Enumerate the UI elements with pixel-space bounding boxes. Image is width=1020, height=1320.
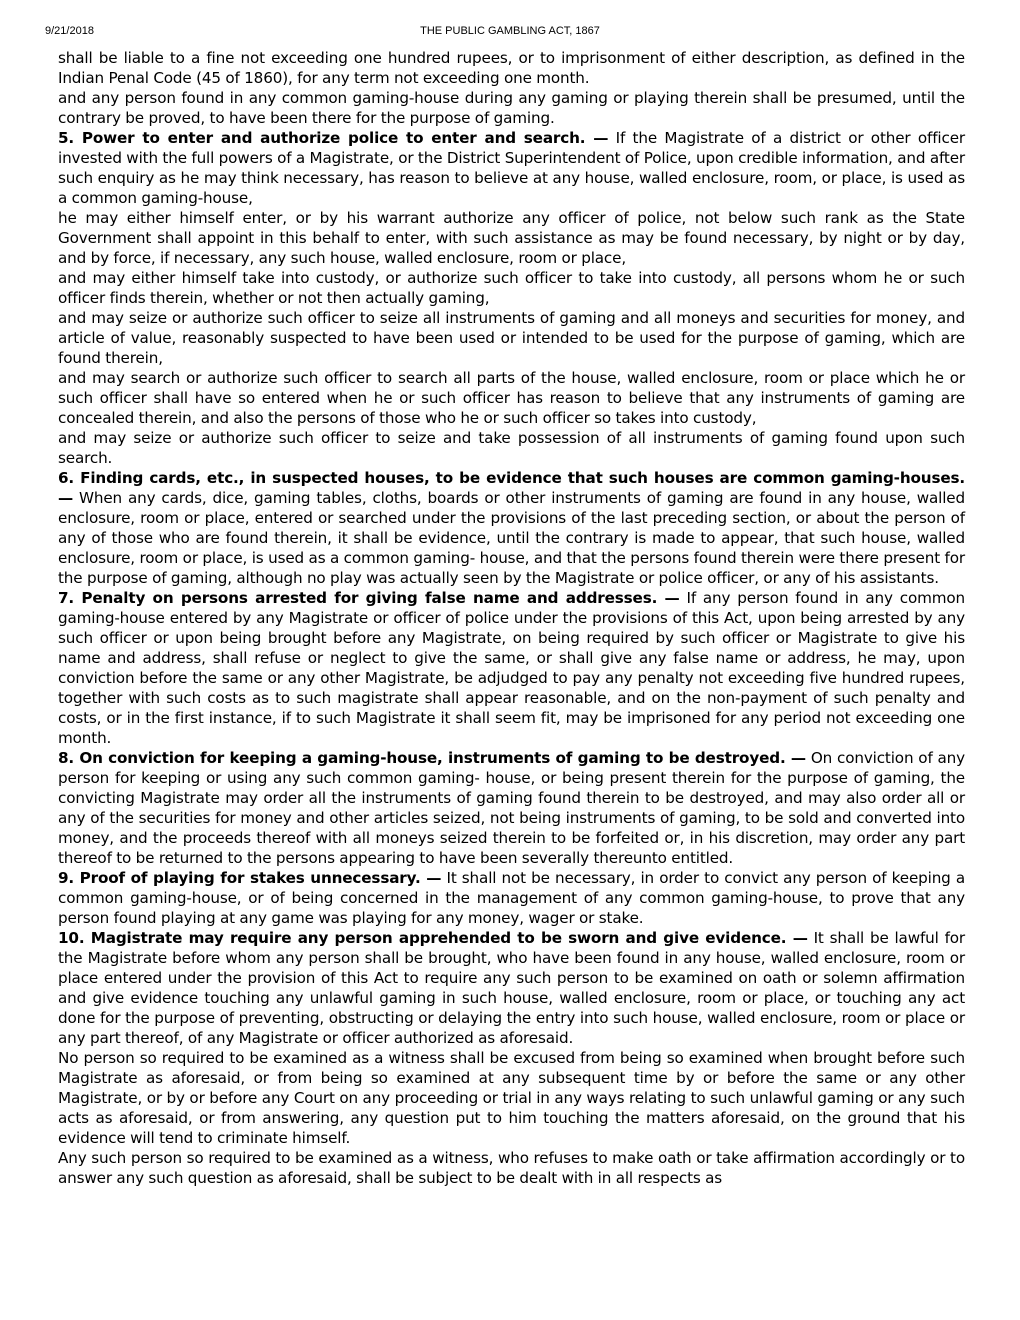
document-title: THE PUBLIC GAMBLING ACT, 1867 (420, 25, 600, 37)
section-9 (58, 868, 965, 928)
paragraph-text: he may either himself enter, or by his warrant authorize any officer of police, not below such rank as the State Government shall appoint in this behalf to enter, with such assistance as may be found necessary, by night or by day, and by force, if necessary, any such house, walled enclosure, room or place, (58, 209, 965, 267)
paragraph (58, 1048, 965, 1148)
section-7 (58, 588, 965, 748)
paragraph-text: If any person found in any common gaming-house entered by any Magistrate or officer of police under the provisions of this Act, upon being arrested by any such officer or upon being brought before any Magistrate, on being required by such officer or Magistrate to give his name and address, shall refuse or neglect to give the same, or shall give any false name or address, he may, upon conviction before the same or any other Magistrate, be adjudged to pay any penalty not exceeding five hundred rupees, together with such costs as to such magistrate shall appear reasonable, and on the non-payment of such penalty and costs, or in the first instance, if to such Magistrate it shall seem fit, may be imprisoned for any period not exceeding one month. (58, 589, 966, 747)
paragraph (58, 1148, 965, 1188)
paragraph (58, 428, 965, 468)
page-header (0, 25, 1020, 41)
section-heading: 5. Power to enter and authorize police to enter and search. — (58, 129, 609, 147)
paragraph (58, 48, 965, 88)
paragraph-text: On conviction of any person for keeping or using any such common gaming- house, or being present therein for the purpose of gaming, the convicting Magistrate may order all the instruments of gaming found therein to be destroyed, and may also order all or any of the securities for money and other articles seized, not being instruments of gaming, to be sold and converted into money, and the proceeds thereof with all moneys seized therein to be forfeited or, in his discretion, may order any part thereof to be returned to the persons appearing to have been severally thereunto entitled. (58, 749, 965, 867)
paragraph-text: When any cards, dice, gaming tables, cloths, boards or other instruments of gaming are found in any house, walled enclosure, room or place, entered or searched under the provisions of the last preceding section, or about the person of any of those who are found therein, it shall be evidence, until the contrary is made to appear, that such house, walled enclosure, room or place, is used as a common gaming- house, and that the persons found therein were there present for the purpose of gaming, although no play was actually seen by the Magistrate or police officer, or any of his assistants. (58, 489, 965, 587)
paragraph-text: It shall not be necessary, in order to convict any person of keeping a common gaming-house, or of being concerned in the management of any common gaming-house, to prove that any person found playing at any game was playing for any money, wager or stake. (58, 869, 966, 927)
section-heading: 10. Magistrate may require any person apprehended to be sworn and give evidence. — (58, 929, 808, 947)
section-heading: 6. Finding cards, etc., in suspected houses, to be evidence that such houses are common gaming-houses. — (58, 469, 965, 507)
paragraph-text: and any person found in any common gaming-house during any gaming or playing therein shall be presumed, until the contrary be proved, to have been there for the purpose of gaming. (58, 89, 965, 127)
section-5 (58, 128, 965, 208)
paragraph-text: If the Magistrate of a district or other officer invested with the full powers of a Magistrate, or the District Superintendent of Police, upon credible information, and after such enquiry as he may think necessary, has reason to believe at any house, walled enclosure, room, or place, is used as a common gaming-house, (58, 129, 965, 207)
print-date: 9/21/2018 (45, 25, 94, 37)
paragraph-text: and may seize or authorize such officer to seize and take possession of all instruments of gaming found upon such search. (58, 429, 965, 467)
paragraph-text: It shall be lawful for the Magistrate before whom any person shall be brought, who have been found in any house, walled enclosure, room or place entered under the provision of this Act to require any such person to be examined on oath or solemn affirmation and give evidence touching any unlawful gaming in such house, walled enclosure, room or place, or touching any act done for the purpose of preventing, obstructing or delaying the entry into such house, walled enclosure, room or place or any part thereof, of any Magistrate or officer authorized as aforesaid. (58, 929, 966, 1047)
section-heading: 9. Proof of playing for stakes unnecessary. — (58, 869, 442, 887)
paragraph-text: and may either himself take into custody, or authorize such officer to take into custody, all persons whom he or such officer finds therein, whether or not then actually gaming, (58, 269, 965, 307)
section-10 (58, 928, 965, 1048)
paragraph-text: shall be liable to a fine not exceeding one hundred rupees, or to imprisonment of either description, as defined in the Indian Penal Code (45 of 1860), for any term not exceeding one month. (58, 49, 965, 87)
paragraph (58, 208, 965, 268)
paragraph (58, 88, 965, 128)
paragraph (58, 368, 965, 428)
section-heading: 7. Penalty on persons arrested for giving false name and addresses. — (58, 589, 680, 607)
document-body (58, 48, 965, 1188)
paragraph-text: and may search or authorize such officer to search all parts of the house, walled enclosure, room or place which he or such officer shall have so entered when he or such officer has reason to believe that any instruments of gaming are concealed therein, and also the persons of those who he or such officer so takes into custody, (58, 369, 965, 427)
paragraph-text: Any such person so required to be examined as a witness, who refuses to make oath or take affirmation accordingly or to answer any such question as aforesaid, shall be subject to be dealt with in all respects as (58, 1149, 965, 1187)
paragraph-text: No person so required to be examined as a witness shall be excused from being so examined when brought before such Magistrate as aforesaid, or from being so examined at any subsequent time by or before the same or any other Magistrate, or by or before any Court on any proceeding or trial in any ways relating to such unlawful gaming or any such acts as aforesaid, or from answering, any question put to him touching the matters aforesaid, on the ground that his evidence will tend to criminate himself. (58, 1049, 965, 1147)
paragraph (58, 268, 965, 308)
paragraph-text: and may seize or authorize such officer to seize all instruments of gaming and all moneys and securities for money, and article of value, reasonably suspected to have been used or intended to be used for the purpose of gaming, which are found therein, (58, 309, 965, 367)
section-8 (58, 748, 965, 868)
section-heading: 8. On conviction for keeping a gaming-house, instruments of gaming to be destroyed. — (58, 749, 806, 767)
paragraph (58, 308, 965, 368)
section-6 (58, 468, 965, 588)
